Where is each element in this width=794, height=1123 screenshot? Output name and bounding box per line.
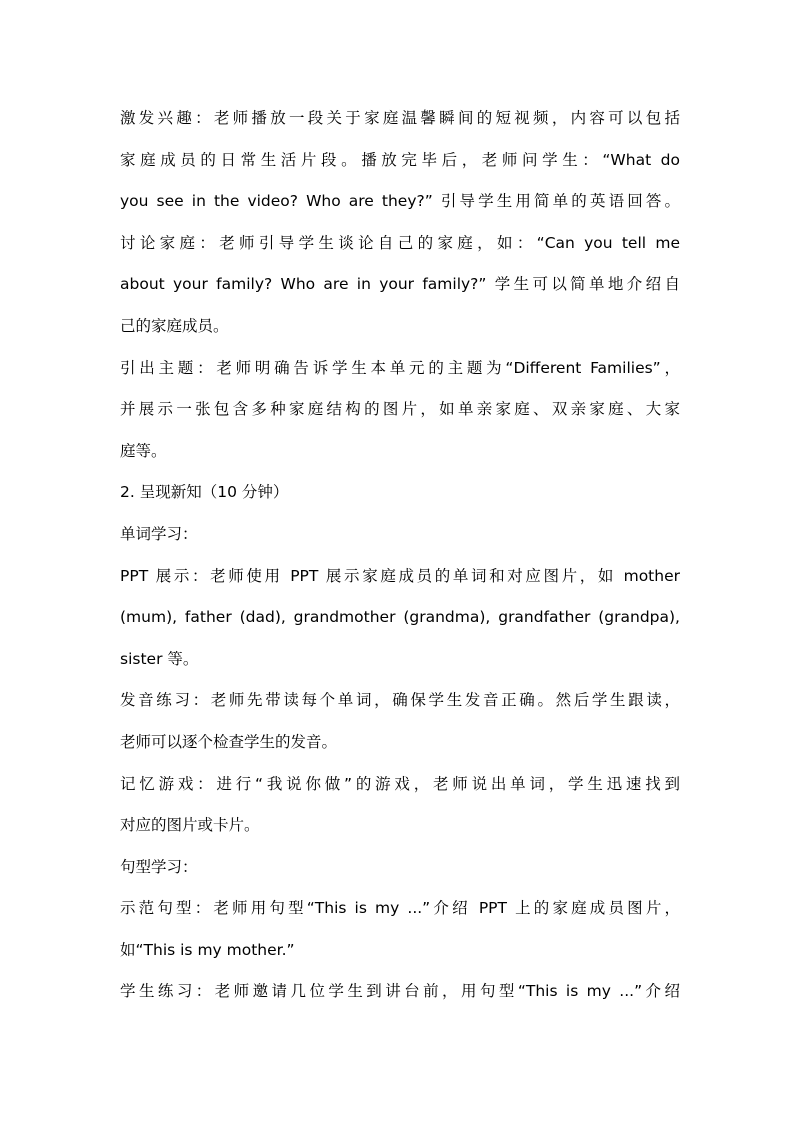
text-line: 发音练习：老师先带读每个单词，确保学生发音正确。然后学生跟读， (120, 691, 680, 710)
text-line: PPT 展示：老师使用 PPT 展示家庭成员的单词和对应图片，如 mother (120, 566, 680, 585)
text-line: 对应的图片或卡片。 (120, 816, 260, 835)
text-line: 老师可以逐个检查学生的发音。 (120, 732, 338, 751)
text-line: 记忆游戏：进行“我说你做”的游戏，老师说出单词，学生迅速找到 (120, 774, 680, 793)
document-body (120, 98, 680, 1013)
text-line: 己的家庭成员。 (120, 316, 229, 335)
text-line: 学生练习：老师邀请几位学生到讲台前，用句型“This is my ...”介绍 (120, 982, 680, 1001)
text-line: 家庭成员的日常生活片段。播放完毕后，老师问学生：“What do (120, 150, 680, 169)
text-line: 讨论家庭：老师引导学生谈论自己的家庭，如：“Can you tell me (120, 233, 680, 252)
text-line: about your family? Who are in your family?” 学生可以简单地介绍自 (120, 275, 680, 294)
text-line: 引出主题：老师明确告诉学生本单元的主题为“Different Families”， (120, 358, 680, 377)
text-line: 句型学习： (120, 857, 198, 876)
text-line: 2. 呈现新知（10 分钟） (120, 483, 289, 502)
text-line: 示范句型：老师用句型“This is my ...”介绍 PPT 上的家庭成员图片， (120, 899, 680, 918)
text-line: you see in the video? Who are they?” 引导学生用简单的英语回答。 (120, 192, 680, 211)
text-line: sister 等。 (120, 649, 199, 668)
text-line: (mum), father (dad), grandmother (grandma), grandfather (grandpa), (120, 608, 680, 627)
text-line: 单词学习： (120, 524, 198, 543)
text-line: 并展示一张包含多种家庭结构的图片，如单亲家庭、双亲家庭、大家 (120, 400, 680, 419)
text-line: 庭等。 (120, 441, 167, 460)
text-line: 如“This is my mother.” (120, 940, 295, 959)
text-line: 激发兴趣：老师播放一段关于家庭温馨瞬间的短视频，内容可以包括 (120, 109, 680, 127)
